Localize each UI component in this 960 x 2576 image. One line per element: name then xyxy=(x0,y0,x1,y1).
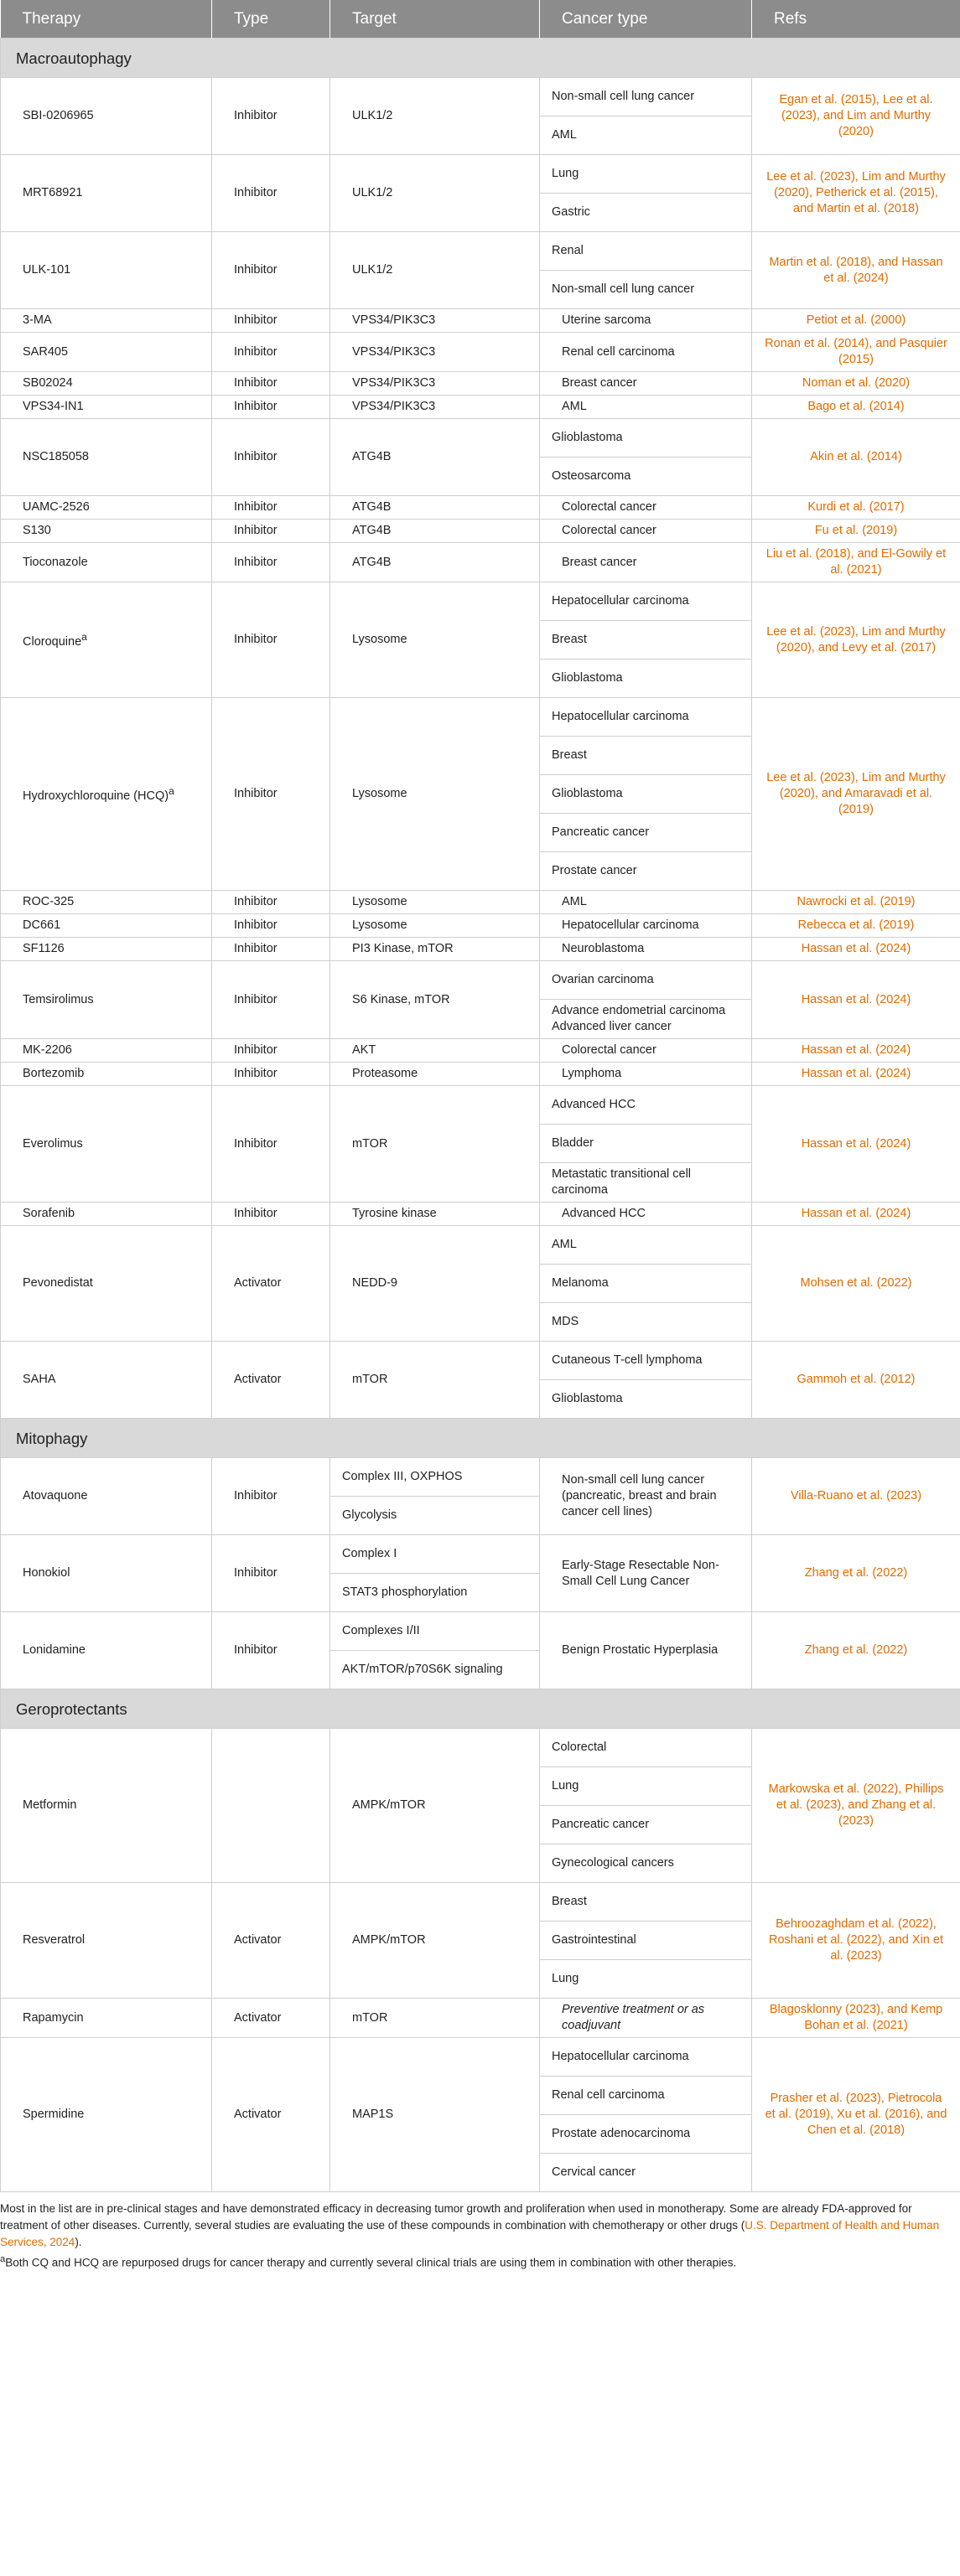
therapy-cell: SF1126 xyxy=(1,938,212,961)
type-cell: Inhibitor xyxy=(212,1039,330,1063)
cancer-type-cell: AML xyxy=(540,1226,752,1265)
refs-cell[interactable]: Zhang et al. (2022) xyxy=(752,1535,960,1612)
cancer-type-cell: Hepatocellular carcinoma xyxy=(540,582,752,621)
type-cell: Inhibitor xyxy=(212,372,330,396)
cancer-type-cell: Non-small cell lung cancer xyxy=(540,271,752,309)
cancer-type-cell: Renal cell carcinoma xyxy=(540,333,752,372)
cancer-type-cell: Non-small cell lung cancer xyxy=(540,78,752,116)
therapy-cell: Atovaquone xyxy=(1,1458,212,1535)
section-row xyxy=(1,1689,960,1729)
therapy-cell: Lonidamine xyxy=(1,1612,212,1689)
column-header-target: Target xyxy=(330,0,540,39)
target-cell: ULK1/2 xyxy=(330,155,540,232)
therapy-cell: Metformin xyxy=(1,1729,212,1883)
target-cell: Lysosome xyxy=(330,914,540,938)
type-cell xyxy=(212,1729,330,1883)
cancer-type-cell: Pancreatic cancer xyxy=(540,1806,752,1844)
target-cell: AMPK/mTOR xyxy=(330,1729,540,1883)
table-row xyxy=(1,1612,960,1651)
column-header-refs: Refs xyxy=(752,0,960,39)
therapy-cell: SAHA xyxy=(1,1342,212,1419)
type-cell: Activator xyxy=(212,1342,330,1419)
table-row xyxy=(1,1086,960,1125)
type-cell: Inhibitor xyxy=(212,914,330,938)
refs-cell[interactable]: Bago et al. (2014) xyxy=(752,396,960,419)
refs-cell[interactable]: Mohsen et al. (2022) xyxy=(752,1226,960,1342)
refs-cell[interactable]: Lee et al. (2023), Lim and Murthy (2020), and Levy et al. (2017) xyxy=(752,582,960,698)
cancer-type-cell: Lung xyxy=(540,1960,752,1999)
refs-cell[interactable]: Behroozaghdam et al. (2022), Roshani et al. (2022), and Xin et al. (2023) xyxy=(752,1883,960,1999)
type-cell: Inhibitor xyxy=(212,582,330,698)
therapy-cell: NSC185058 xyxy=(1,419,212,496)
type-cell: Inhibitor xyxy=(212,155,330,232)
target-cell: VPS34/PIK3C3 xyxy=(330,309,540,333)
refs-cell[interactable]: Hassan et al. (2024) xyxy=(752,938,960,961)
type-cell: Inhibitor xyxy=(212,419,330,496)
target-cell: S6 Kinase, mTOR xyxy=(330,961,540,1039)
type-cell: Inhibitor xyxy=(212,78,330,155)
refs-cell[interactable]: Petiot et al. (2000) xyxy=(752,309,960,333)
therapy-cell: Everolimus xyxy=(1,1086,212,1203)
footnote-link[interactable]: U.S. Department of Health and Human Services, 2024 xyxy=(0,2219,940,2248)
therapy-cell: Resveratrol xyxy=(1,1883,212,1999)
cancer-type-cell: Gynecological cancers xyxy=(540,1844,752,1883)
therapy-cell: Pevonedistat xyxy=(1,1226,212,1342)
cancer-type-cell: Early-Stage Resectable Non-Small Cell Lung Cancer xyxy=(540,1535,752,1612)
therapy-cell: ULK-101 xyxy=(1,232,212,309)
table-row xyxy=(1,582,960,621)
type-cell: Inhibitor xyxy=(212,309,330,333)
cancer-type-cell: Breast cancer xyxy=(540,543,752,582)
table-row xyxy=(1,1226,960,1265)
type-cell: Inhibitor xyxy=(212,520,330,543)
refs-cell[interactable]: Prasher et al. (2023), Pietrocola et al. (2019), Xu et al. (2016), and Chen et al. (2018) xyxy=(752,2038,960,2192)
target-cell: VPS34/PIK3C3 xyxy=(330,396,540,419)
refs-cell[interactable]: Blagosklonny (2023), and Kemp Bohan et al. (2021) xyxy=(752,1999,960,2038)
refs-cell[interactable]: Hassan et al. (2024) xyxy=(752,1086,960,1203)
target-cell: VPS34/PIK3C3 xyxy=(330,333,540,372)
refs-cell[interactable]: Akin et al. (2014) xyxy=(752,419,960,496)
refs-cell[interactable]: Hassan et al. (2024) xyxy=(752,1063,960,1086)
refs-cell[interactable]: Gammoh et al. (2012) xyxy=(752,1342,960,1419)
table-header-row xyxy=(1,0,960,39)
therapy-cell: DC661 xyxy=(1,914,212,938)
table-row xyxy=(1,419,960,458)
target-cell: Proteasome xyxy=(330,1063,540,1086)
cancer-type-cell: Renal cell carcinoma xyxy=(540,2077,752,2115)
table-row xyxy=(1,309,960,333)
therapy-cell: Honokiol xyxy=(1,1535,212,1612)
target-cell: Lysosome xyxy=(330,891,540,914)
table-row xyxy=(1,2038,960,2077)
cancer-type-cell: AML xyxy=(540,891,752,914)
cancer-type-cell: Colorectal cancer xyxy=(540,1039,752,1063)
target-cell: mTOR xyxy=(330,1342,540,1419)
cancer-type-cell: Cutaneous T-cell lymphoma xyxy=(540,1342,752,1380)
target-cell: ATG4B xyxy=(330,543,540,582)
table-row xyxy=(1,698,960,737)
cancer-type-cell: Advance endometrial carcinoma Advanced liver cancer xyxy=(540,1000,752,1039)
table-row xyxy=(1,496,960,520)
footnote-mark: a xyxy=(0,2254,6,2264)
column-header-cancer-type: Cancer type xyxy=(540,0,752,39)
type-cell: Inhibitor xyxy=(212,1535,330,1612)
cancer-type-cell: Prostate adenocarcinoma xyxy=(540,2115,752,2154)
table-row xyxy=(1,155,960,194)
type-cell: Inhibitor xyxy=(212,938,330,961)
table-row xyxy=(1,1458,960,1497)
table-row xyxy=(1,1729,960,1767)
cancer-type-cell: Hepatocellular carcinoma xyxy=(540,2038,752,2077)
target-cell: ATG4B xyxy=(330,520,540,543)
refs-cell[interactable]: Kurdi et al. (2017) xyxy=(752,496,960,520)
table-row xyxy=(1,1535,960,1574)
type-cell: Inhibitor xyxy=(212,1612,330,1689)
cancer-type-cell: Glioblastoma xyxy=(540,660,752,698)
cancer-type-cell: Ovarian carcinoma xyxy=(540,961,752,1000)
cancer-type-cell: Metastatic transitional cell carcinoma xyxy=(540,1163,752,1203)
type-cell: Activator xyxy=(212,2038,330,2192)
target-cell: Lysosome xyxy=(330,582,540,698)
type-cell: Inhibitor xyxy=(212,698,330,891)
type-cell: Inhibitor xyxy=(212,396,330,419)
therapy-cell: SAR405 xyxy=(1,333,212,372)
target-cell: VPS34/PIK3C3 xyxy=(330,372,540,396)
table-row xyxy=(1,396,960,419)
target-cell: AKT/mTOR/p70S6K signaling xyxy=(330,1651,540,1689)
therapy-cell: ROC-325 xyxy=(1,891,212,914)
cancer-type-cell: Lymphoma xyxy=(540,1063,752,1086)
cancer-type-cell: Glioblastoma xyxy=(540,775,752,814)
refs-cell[interactable]: Nawrocki et al. (2019) xyxy=(752,891,960,914)
target-cell: ULK1/2 xyxy=(330,78,540,155)
therapy-cell: SBI-0206965 xyxy=(1,78,212,155)
type-cell: Activator xyxy=(212,1999,330,2038)
table-row xyxy=(1,1203,960,1226)
therapy-cell: VPS34-IN1 xyxy=(1,396,212,419)
refs-cell[interactable]: Fu et al. (2019) xyxy=(752,520,960,543)
refs-cell[interactable]: Lee et al. (2023), Lim and Murthy (2020), and Amaravadi et al. (2019) xyxy=(752,698,960,891)
table-row xyxy=(1,1883,960,1922)
target-cell: NEDD-9 xyxy=(330,1226,540,1342)
refs-cell[interactable]: Markowska et al. (2022), Phillips et al. (2023), and Zhang et al. (2023) xyxy=(752,1729,960,1883)
cancer-type-cell: Glioblastoma xyxy=(540,419,752,458)
refs-cell[interactable]: Rebecca et al. (2019) xyxy=(752,914,960,938)
therapy-cell: Bortezomib xyxy=(1,1063,212,1086)
cancer-type-cell: Melanoma xyxy=(540,1265,752,1303)
cancer-type-cell: Bladder xyxy=(540,1125,752,1163)
cancer-type-cell: Pancreatic cancer xyxy=(540,814,752,852)
cancer-type-cell: Hepatocellular carcinoma xyxy=(540,698,752,737)
table-footnote xyxy=(0,2192,960,2272)
refs-cell[interactable]: Ronan et al. (2014), and Pasquier (2015) xyxy=(752,333,960,372)
type-cell: Inhibitor xyxy=(212,496,330,520)
therapy-cell: Temsirolimus xyxy=(1,961,212,1039)
table-row xyxy=(1,891,960,914)
refs-cell[interactable]: Martin et al. (2018), and Hassan et al. (2024) xyxy=(752,232,960,309)
cancer-type-cell: Breast xyxy=(540,621,752,660)
cancer-type-cell: AML xyxy=(540,116,752,155)
cancer-type-cell: Neuroblastoma xyxy=(540,938,752,961)
refs-cell[interactable]: Zhang et al. (2022) xyxy=(752,1612,960,1689)
therapy-cell: SB02024 xyxy=(1,372,212,396)
therapy-cell: Cloroquine$^a$ xyxy=(1,582,212,698)
target-cell: MAP1S xyxy=(330,2038,540,2192)
column-header-type: Type xyxy=(212,0,330,39)
footnote-general: Most in the list are in pre-clinical stages and have demonstrated efficacy in decreasing tumor growth and proliferation when used in monotherapy. Some are already FDA-approved for treatment of other diseases. Currently, several studies are evaluating the use of these compounds in combination with chemotherapy or other drugs (U.S. Department of Health and Human Services, 2024). xyxy=(0,2202,940,2248)
cancer-type-cell: Lung xyxy=(540,155,752,194)
table-row xyxy=(1,372,960,396)
cancer-type-cell: Non-small cell lung cancer (pancreatic, breast and brain cancer cell lines) xyxy=(540,1458,752,1535)
target-cell: AMPK/mTOR xyxy=(330,1883,540,1999)
cancer-type-cell: Osteosarcoma xyxy=(540,458,752,496)
table-row xyxy=(1,1342,960,1380)
section-title: Geroprotectants xyxy=(1,1689,960,1729)
type-cell: Inhibitor xyxy=(212,543,330,582)
therapy-cell: Rapamycin xyxy=(1,1999,212,2038)
cancer-type-cell: Prostate cancer xyxy=(540,852,752,891)
refs-cell[interactable]: Lee et al. (2023), Lim and Murthy (2020), Petherick et al. (2015), and Martin et al. (2018) xyxy=(752,155,960,232)
cancer-type-cell: Gastric xyxy=(540,194,752,232)
cancer-type-cell: MDS xyxy=(540,1303,752,1342)
therapy-cell: 3-MA xyxy=(1,309,212,333)
cancer-type-cell: Benign Prostatic Hyperplasia xyxy=(540,1612,752,1689)
type-cell: Activator xyxy=(212,1226,330,1342)
cancer-type-cell: Glioblastoma xyxy=(540,1380,752,1419)
target-cell: PI3 Kinase, mTOR xyxy=(330,938,540,961)
cancer-type-cell: Breast xyxy=(540,1883,752,1922)
cancer-type-cell: Uterine sarcoma xyxy=(540,309,752,333)
refs-cell[interactable]: Hassan et al. (2024) xyxy=(752,961,960,1039)
table-row xyxy=(1,961,960,1000)
table-row xyxy=(1,232,960,271)
type-cell: Activator xyxy=(212,1883,330,1999)
refs-cell[interactable]: Noman et al. (2020) xyxy=(752,372,960,396)
cancer-type-cell: Colorectal cancer xyxy=(540,520,752,543)
cancer-type-cell: AML xyxy=(540,396,752,419)
cancer-type-cell: Cervical cancer xyxy=(540,2154,752,2192)
refs-cell[interactable]: Villa-Ruano et al. (2023) xyxy=(752,1458,960,1535)
refs-cell[interactable]: Egan et al. (2015), Lee et al. (2023), and Lim and Murthy (2020) xyxy=(752,78,960,155)
cancer-type-cell: Breast cancer xyxy=(540,372,752,396)
type-cell: Inhibitor xyxy=(212,1086,330,1203)
target-cell: mTOR xyxy=(330,1086,540,1203)
refs-cell[interactable]: Hassan et al. (2024) xyxy=(752,1039,960,1063)
table-row xyxy=(1,543,960,582)
cancer-type-cell: Colorectal cancer xyxy=(540,496,752,520)
therapy-cell: Tioconazole xyxy=(1,543,212,582)
cancer-type-cell: Preventive treatment or as coadjuvant xyxy=(540,1999,752,2038)
therapy-cell: UAMC-2526 xyxy=(1,496,212,520)
target-cell: ULK1/2 xyxy=(330,232,540,309)
section-row xyxy=(1,1419,960,1458)
table-row xyxy=(1,333,960,372)
cancer-type-cell: Lung xyxy=(540,1767,752,1806)
cancer-type-cell: Breast xyxy=(540,737,752,775)
section-row xyxy=(1,39,960,78)
therapy-cell: Hydroxychloroquine (HCQ)$^a$ xyxy=(1,698,212,891)
cancer-type-cell: Advanced HCC xyxy=(540,1203,752,1226)
target-cell: Glycolysis xyxy=(330,1497,540,1535)
footnote-mark: a xyxy=(169,785,174,798)
target-cell: ATG4B xyxy=(330,419,540,496)
therapy-cell: MK-2206 xyxy=(1,1039,212,1063)
table-row xyxy=(1,914,960,938)
footnote-mark: a xyxy=(81,631,87,644)
therapy-cell: S130 xyxy=(1,520,212,543)
type-cell: Inhibitor xyxy=(212,1203,330,1226)
section-title: Macroautophagy xyxy=(1,39,960,78)
cancer-type-cell: Hepatocellular carcinoma xyxy=(540,914,752,938)
table-row xyxy=(1,938,960,961)
therapy-cell: Spermidine xyxy=(1,2038,212,2192)
cancer-type-cell: Gastrointestinal xyxy=(540,1922,752,1960)
therapy-cell: Sorafenib xyxy=(1,1203,212,1226)
type-cell: Inhibitor xyxy=(212,333,330,372)
target-cell: AKT xyxy=(330,1039,540,1063)
type-cell: Inhibitor xyxy=(212,1458,330,1535)
table-row xyxy=(1,1039,960,1063)
refs-cell[interactable]: Hassan et al. (2024) xyxy=(752,1203,960,1226)
type-cell: Inhibitor xyxy=(212,1063,330,1086)
refs-cell[interactable]: Liu et al. (2018), and El-Gowily et al. (2021) xyxy=(752,543,960,582)
cancer-type-cell: Advanced HCC xyxy=(540,1086,752,1125)
target-cell: Tyrosine kinase xyxy=(330,1203,540,1226)
target-cell: Complexes I/II xyxy=(330,1612,540,1651)
section-title: Mitophagy xyxy=(1,1419,960,1458)
target-cell: STAT3 phosphorylation xyxy=(330,1574,540,1612)
type-cell: Inhibitor xyxy=(212,232,330,309)
cancer-type-cell: Renal xyxy=(540,232,752,271)
type-cell: Inhibitor xyxy=(212,961,330,1039)
target-cell: mTOR xyxy=(330,1999,540,2038)
cancer-type-cell: Colorectal xyxy=(540,1729,752,1767)
table-row xyxy=(1,1999,960,2038)
table-row xyxy=(1,1063,960,1086)
therapy-cell: MRT68921 xyxy=(1,155,212,232)
table-row xyxy=(1,78,960,116)
footnote-a: $^a$Both CQ and HCQ are repurposed drugs for cancer therapy and currently several clinical trials are using them in combination with other therapies. xyxy=(0,2254,737,2269)
target-cell: ATG4B xyxy=(330,496,540,520)
column-header-therapy: Therapy xyxy=(1,0,212,39)
target-cell: Complex III, OXPHOS xyxy=(330,1458,540,1497)
target-cell: Lysosome xyxy=(330,698,540,891)
table-row xyxy=(1,520,960,543)
type-cell: Inhibitor xyxy=(212,891,330,914)
target-cell: Complex I xyxy=(330,1535,540,1574)
table-body xyxy=(1,39,960,2192)
